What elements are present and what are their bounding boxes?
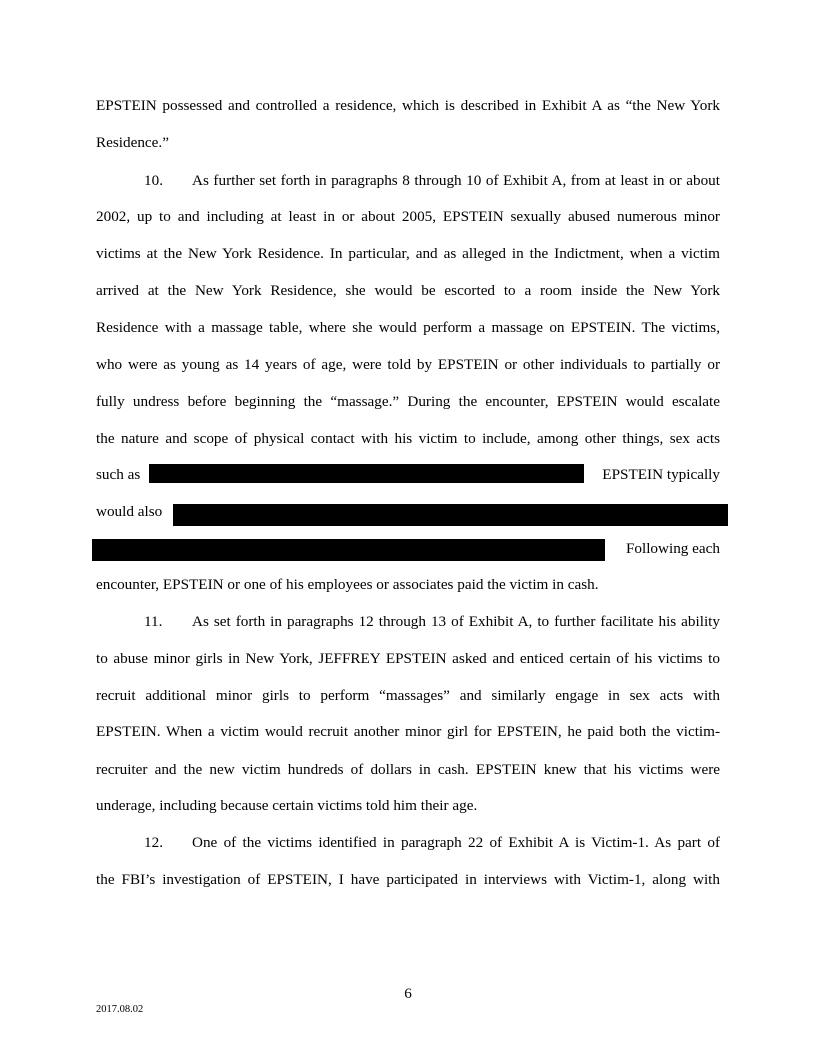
paragraph-number: 10. [144, 172, 163, 189]
body-line: to abuse minor girls in New York, JEFFREY EPSTEIN asked and enticed certain of his victims to [96, 650, 720, 667]
body-line: underage, including because certain victims told him their age. [96, 797, 478, 814]
body-line: victims at the New York Residence. In particular, and as alleged in the Indictment, when a victim [96, 245, 720, 262]
paragraph-number: 11. [144, 613, 163, 630]
redaction-block [173, 504, 728, 526]
body-line: who were as young as 14 years of age, were told by EPSTEIN or other individuals to partially or [96, 356, 720, 373]
body-line: recruiter and the new victim hundreds of dollars in cash. EPSTEIN knew that his victims were [96, 761, 720, 778]
body-text: would also [96, 503, 163, 520]
body-line: encounter, EPSTEIN or one of his employees or associates paid the victim in cash. [96, 576, 599, 593]
body-line: the FBI’s investigation of EPSTEIN, I have participated in interviews with Victim-1, along with [96, 871, 720, 888]
body-text: such as [96, 466, 141, 483]
body-text: Following each [625, 540, 720, 557]
redaction-block [149, 464, 584, 483]
paragraph-10-first-line [96, 171, 720, 191]
body-line: recruit additional minor girls to perform “massages” and similarly engage in sex acts with [96, 687, 720, 704]
body-line: Residence.” [96, 134, 169, 151]
paragraph-12-first-line [96, 833, 720, 853]
body-text: EPSTEIN typically [602, 466, 720, 483]
body-text: As further set forth in paragraphs 8 through 10 of Exhibit A, from at least in or about [192, 172, 720, 189]
document-date: 2017.08.02 [96, 1004, 144, 1015]
page-number: 6 [404, 985, 412, 1002]
paragraph-11-first-line [96, 612, 720, 632]
body-text: As set forth in paragraphs 12 through 13 of Exhibit A, to further facilitate his ability [192, 613, 720, 630]
body-line: fully undress before beginning the “massage.” During the encounter, EPSTEIN would escalate [96, 393, 720, 410]
paragraph-number: 12. [144, 834, 163, 851]
body-line: EPSTEIN. When a victim would recruit another minor girl for EPSTEIN, he paid both the victim- [96, 723, 720, 740]
body-line: Residence with a massage table, where she would perform a massage on EPSTEIN. The victims, [96, 319, 720, 336]
redaction-block [92, 539, 605, 561]
body-line: EPSTEIN possessed and controlled a residence, which is described in Exhibit A as “the New York [96, 97, 720, 114]
body-line: arrived at the New York Residence, she would be escorted to a room inside the New York [96, 282, 720, 299]
body-text: One of the victims identified in paragraph 22 of Exhibit A is Victim-1. As part of [192, 834, 720, 851]
body-line: the nature and scope of physical contact with his victim to include, among other things, sex acts [96, 430, 720, 447]
body-line: 2002, up to and including at least in or about 2005, EPSTEIN sexually abused numerous minor [96, 208, 720, 225]
